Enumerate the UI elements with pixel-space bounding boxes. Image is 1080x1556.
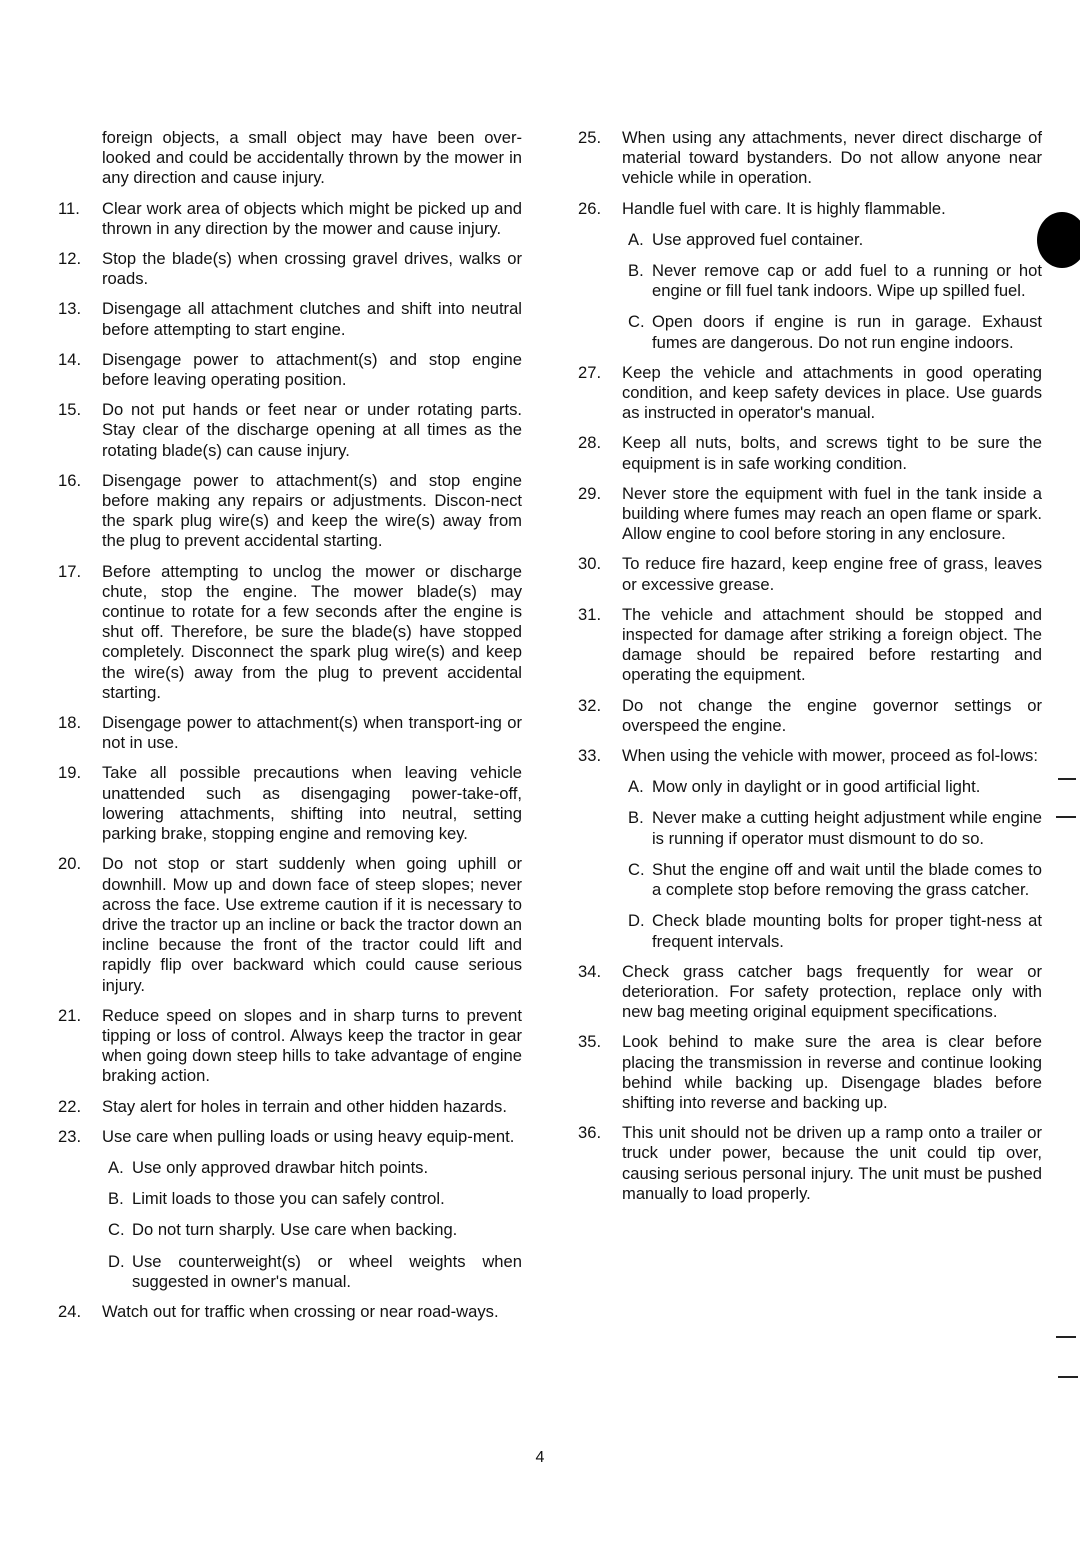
item-number: 20. xyxy=(58,854,82,874)
sub-letter: B. xyxy=(628,261,644,281)
sub-letter: A. xyxy=(108,1157,124,1177)
margin-tick-mark xyxy=(1058,1376,1078,1378)
item-text: Do not stop or start suddenly when going uphill or downhill. Mow up and down face of steep slopes; never across the face. Use extreme caution if it is necessary to drive the tractor up an incline or back the tractor down an incline because the front of the tractor could lift and rapidly flip over backward which could cause serious injury. xyxy=(102,854,522,995)
sub-text: Open doors if engine is run in garage. Exhaust fumes are dangerous. Do not run engine indoors. xyxy=(652,312,1042,352)
list-item-26 xyxy=(578,199,1042,353)
item-number: 11. xyxy=(58,198,80,218)
margin-tick-mark xyxy=(1056,816,1076,818)
sub-item-d xyxy=(102,1252,522,1292)
left-column xyxy=(58,128,522,1332)
sub-item-a xyxy=(102,1158,522,1178)
item-text: When using any attachments, never direct discharge of material toward bystanders. Do not allow anyone near vehicle while in operation. xyxy=(622,128,1042,188)
page-number: 4 xyxy=(535,1449,545,1466)
item-text: Keep all nuts, bolts, and screws tight to be sure the equipment is in safe working condition. xyxy=(622,433,1042,473)
item-number: 32. xyxy=(578,695,602,715)
list-item-19 xyxy=(58,763,522,844)
item-text: Do not change the engine governor settings or overspeed the engine. xyxy=(622,695,1042,735)
item-number: 21. xyxy=(58,1005,82,1025)
sub-item-d xyxy=(622,911,1042,951)
item-number: 15. xyxy=(58,400,82,420)
margin-tick-mark xyxy=(1056,1336,1076,1338)
item-text: Use care when pulling loads or using heavy equip-ment. xyxy=(102,1126,515,1146)
item-text: Before attempting to unclog the mower or discharge chute, stop the engine. The mower blade(s) may continue to rotate for a few seconds after the engine is shut off. Therefore, be sure the blade(s) have stopped completely. Disconnect the spark plug wire(s) and keep the wire(s) away from the plug to prevent accidental starting. xyxy=(102,561,522,702)
list-item-21 xyxy=(58,1006,522,1087)
item-number: 25. xyxy=(578,128,602,147)
item-number: 22. xyxy=(58,1096,82,1116)
list-item-35 xyxy=(578,1032,1042,1113)
item-text: Keep the vehicle and attachments in good operating condition, and keep safety devices in place. Use guards as instructed in operator's manual. xyxy=(622,362,1042,423)
margin-tick-mark xyxy=(1058,778,1076,780)
list-item-31 xyxy=(578,605,1042,686)
sub-text: Check blade mounting bolts for proper tight-ness at frequent intervals. xyxy=(652,911,1042,951)
sub-text: Never make a cutting height adjustment while engine is running if operator must dismount to do so. xyxy=(652,808,1042,848)
item-number: 14. xyxy=(58,349,82,369)
item-text: When using the vehicle with mower, proceed as fol-lows: xyxy=(622,746,1038,766)
item-number: 23. xyxy=(58,1126,82,1146)
list-item-24 xyxy=(58,1302,522,1322)
list-item-11 xyxy=(58,199,522,239)
item-text: Reduce speed on slopes and in sharp turns to prevent tipping or loss of control. Always keep the tractor in gear when going down steep hills to take advantage of engine braking action. xyxy=(102,1005,522,1086)
list-item-22 xyxy=(58,1097,522,1117)
list-item-14 xyxy=(58,350,522,390)
item-number: 34. xyxy=(578,961,602,981)
item-number: 18. xyxy=(58,713,82,733)
item-text: Disengage power to attachment(s) and stop engine before making any repairs or adjustments. Discon-nect the spark plug wire(s) and keep the wire(s) away from the plug to prevent accidental starting. xyxy=(102,470,522,551)
list-item-33 xyxy=(578,746,1042,952)
sub-letter: B. xyxy=(628,808,644,828)
sub-letter: C. xyxy=(628,859,645,879)
sub-item-b xyxy=(622,261,1042,301)
item-number: 17. xyxy=(58,561,82,581)
item-number: 19. xyxy=(58,763,82,783)
paragraph-text: foreign objects, a small object may have been over-looked and could be accidentally thrown by the mower in any direction and cause injury. xyxy=(102,128,522,188)
sub-letter: C. xyxy=(628,312,645,332)
item-text: Disengage power to attachment(s) and stop engine before leaving operating position. xyxy=(102,349,522,390)
sub-text: Use counterweight(s) or wheel weights when suggested in owner's manual. xyxy=(132,1251,522,1291)
item-number: 26. xyxy=(578,198,602,218)
list-item-17 xyxy=(58,562,522,703)
sub-text: Limit loads to those you can safely control. xyxy=(132,1189,445,1209)
sub-letter: C. xyxy=(108,1220,125,1240)
list-item-28 xyxy=(578,433,1042,473)
item-text: Look behind to make sure the area is clear before placing the transmission in reverse and continue looking behind while backing up. Disengage blades before shifting into reverse and backing up. xyxy=(622,1032,1042,1112)
sub-letter: D. xyxy=(628,911,645,931)
list-item-20 xyxy=(58,854,522,995)
item-text: Do not put hands or feet near or under rotating parts. Stay clear of the discharge opening at all times as the rotating blade(s) can cause injury. xyxy=(102,400,522,460)
sub-item-a xyxy=(622,777,1042,797)
list-item-25 xyxy=(578,128,1042,189)
sub-letter: D. xyxy=(108,1251,125,1271)
item-number: 16. xyxy=(58,470,82,490)
sub-letter: A. xyxy=(628,777,644,797)
item-text: Clear work area of objects which might be picked up and thrown in any direction by the mower and cause injury. xyxy=(102,198,522,238)
item-number: 27. xyxy=(578,362,602,382)
sub-text: Shut the engine off and wait until the blade comes to a complete stop before removing the grass catcher. xyxy=(652,859,1042,900)
list-item-13 xyxy=(58,299,522,339)
sub-item-c xyxy=(622,860,1042,900)
sub-text: Never remove cap or add fuel to a running or hot engine or fill fuel tank indoors. Wipe up spilled fuel. xyxy=(652,261,1042,301)
list-item-30 xyxy=(578,554,1042,594)
sub-text: Mow only in daylight or in good artificial light. xyxy=(652,777,981,797)
list-item-34 xyxy=(578,962,1042,1023)
item-number: 36. xyxy=(578,1123,602,1143)
item-number: 35. xyxy=(578,1032,602,1052)
item-text: The vehicle and attachment should be stopped and inspected for damage after striking a foreign object. The damage should be repaired before restarting and operating the equipment. xyxy=(622,604,1042,685)
list-item-16 xyxy=(58,471,522,552)
item-number: 12. xyxy=(58,249,82,269)
item-text: Watch out for traffic when crossing or near road-ways. xyxy=(102,1301,499,1321)
list-item-32 xyxy=(578,696,1042,736)
continued-paragraph xyxy=(58,128,522,189)
sub-item-b xyxy=(102,1189,522,1209)
list-item-15 xyxy=(58,400,522,461)
item-text: Never store the equipment with fuel in the tank inside a building where fumes may reach an open flame or spark. Allow engine to cool before storing in any enclosure. xyxy=(622,483,1042,544)
sub-item-b xyxy=(622,808,1042,848)
item-number: 28. xyxy=(578,433,602,453)
sub-item-c xyxy=(102,1220,522,1240)
sub-item-a xyxy=(622,230,1042,250)
sub-letter: A. xyxy=(628,229,644,249)
item-text: To reduce fire hazard, keep engine free of grass, leaves or excessive grease. xyxy=(622,554,1042,594)
right-column xyxy=(578,128,1042,1214)
list-item-23 xyxy=(58,1127,522,1292)
item-text: Stay alert for holes in terrain and other hidden hazards. xyxy=(102,1096,507,1116)
item-number: 29. xyxy=(578,483,602,503)
sub-item-c xyxy=(622,312,1042,352)
sub-text: Do not turn sharply. Use care when backing. xyxy=(132,1220,458,1240)
item-text: Stop the blade(s) when crossing gravel drives, walks or roads. xyxy=(102,249,522,289)
item-text: This unit should not be driven up a ramp onto a trailer or truck under power, because the unit could tip over, causing serious personal injury. The unit must be pushed manually to load properly. xyxy=(622,1123,1042,1203)
item-text: Check grass catcher bags frequently for wear or deterioration. For safety protection, replace only with new bag meeting original equipment specifications. xyxy=(622,961,1042,1022)
margin-dot-mark xyxy=(1037,212,1080,268)
item-text: Take all possible precautions when leaving vehicle unattended such as disengaging power-take-off, lowering attachments, shifting into neutral, setting parking brake, stopping engine and removing key. xyxy=(102,763,522,844)
item-text: Disengage all attachment clutches and shift into neutral before attempting to start engine. xyxy=(102,299,522,339)
sub-text: Use approved fuel container. xyxy=(652,229,864,249)
list-item-36 xyxy=(578,1123,1042,1204)
list-item-27 xyxy=(578,363,1042,424)
list-item-12 xyxy=(58,249,522,289)
sub-text: Use only approved drawbar hitch points. xyxy=(132,1157,429,1177)
item-number: 31. xyxy=(578,604,602,624)
sub-letter: B. xyxy=(108,1189,124,1209)
item-number: 30. xyxy=(578,554,602,574)
item-number: 33. xyxy=(578,746,602,766)
list-item-29 xyxy=(578,484,1042,545)
item-number: 13. xyxy=(58,299,82,319)
item-text: Disengage power to attachment(s) when transport-ing or not in use. xyxy=(102,713,522,753)
item-number: 24. xyxy=(58,1301,82,1321)
list-item-18 xyxy=(58,713,522,753)
item-text: Handle fuel with care. It is highly flammable. xyxy=(622,198,946,218)
